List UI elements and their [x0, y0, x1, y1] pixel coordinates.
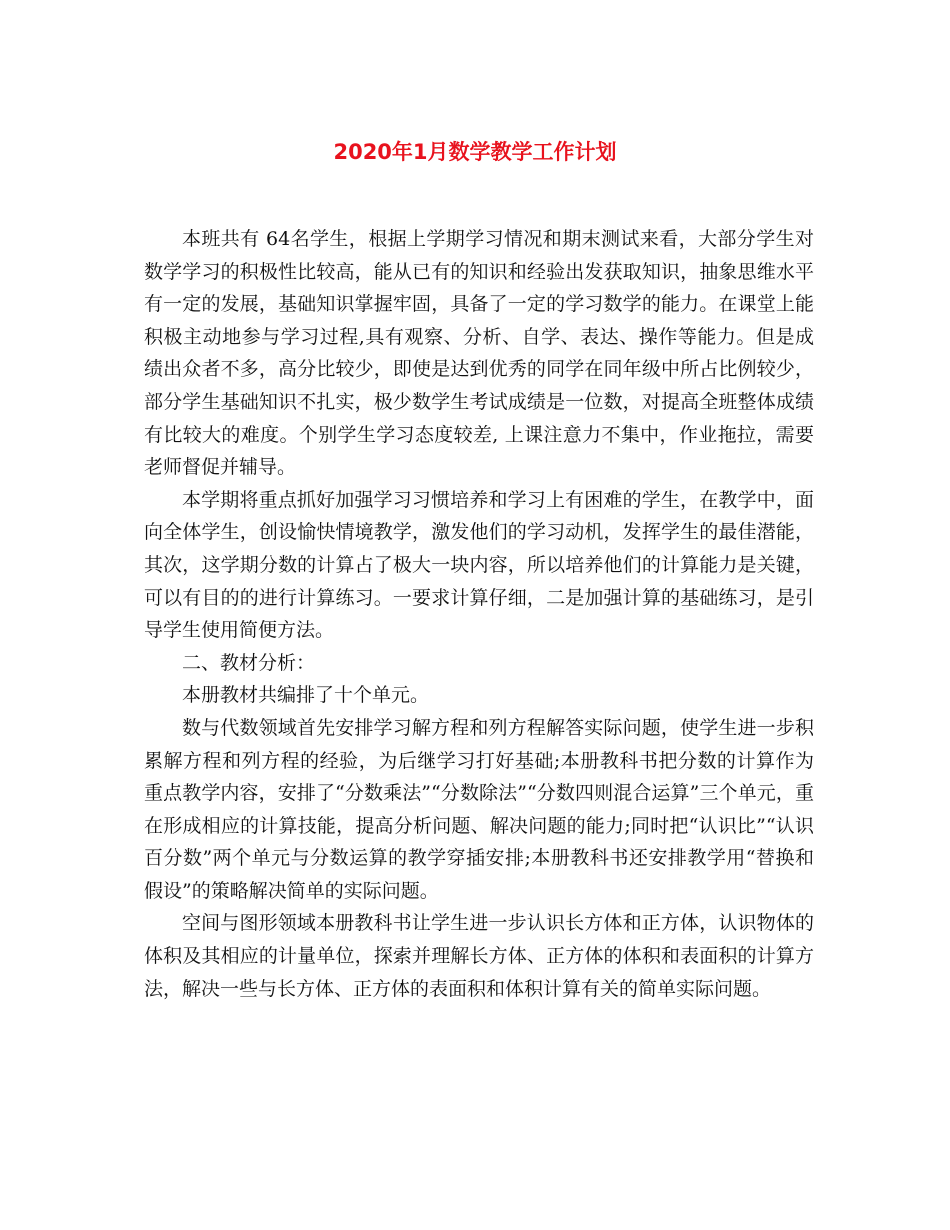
document-title: 2020年1月数学教学工作计划 [333, 140, 617, 164]
document-body [144, 223, 814, 1005]
paragraph-space-geometry: 空间与图形领域本册教科书让学生进一步认识长方体和正方体，认识物体的体积及其相应的计量单位，探索并理解长方体、正方体的体积和表面积的计算方法，解决一些与长方体、正方体的表面积和体积计算有关的简单实际问题。 [144, 912, 814, 1000]
paragraph-semester-focus: 本学期将重点抓好加强学习习惯培养和学习上有困难的学生，在教学中，面向全体学生，创设愉快情境教学，激发他们的学习动机，发挥学生的最佳潜能，其次，这学期分数的计算占了极大一块内容，所以培养他们的计算能力是关键，可以有目的的进行计算练习。一要求计算仔细，二是加强计算的基础练习，是引导学生使用简便方法。 [144, 488, 814, 642]
paragraph-numbers-algebra: 数与代数领域首先安排学习解方程和列方程解答实际问题，使学生进一步积累解方程和列方程的经验，为后继学习打好基础;本册教科书把分数的计算作为重点教学内容，安排了“分数乘法”“分数除法”“分数四则混合运算”三个单元，重在形成相应的计算技能，提高分析问题、解决问题的能力;同时把“认识比”“认识百分数”两个单元与分数运算的教学穿插安排;本册教科书还安排教学用“替换和假设”的策略解决简单的实际问题。 [144, 716, 814, 902]
paragraph-class-overview: 本班共有 64名学生，根据上学期学习情况和期末测试来看，大部分学生对数学学习的积极性比较高，能从已有的知识和经验出发获取知识，抽象思维水平有一定的发展，基础知识掌握牢固，具备了一定的学习数学的能力。在课堂上能积极主动地参与学习过程,具有观察、分析、自学、表达、操作等能力。但是成绩出众者不多，高分比较少，即使是达到优秀的同学在同年级中所占比例较少，部分学生基础知识不扎实，极少数学生考试成绩是一位数，对提高全班整体成绩有比较大的难度。个别学生学习态度较差, 上课注意力不集中，作业拖拉，需要老师督促并辅导。 [144, 228, 814, 479]
section-heading-textbook-analysis: 二、教材分析： [182, 651, 316, 674]
paragraph-unit-count: 本册教材共编排了十个单元。 [182, 684, 430, 707]
